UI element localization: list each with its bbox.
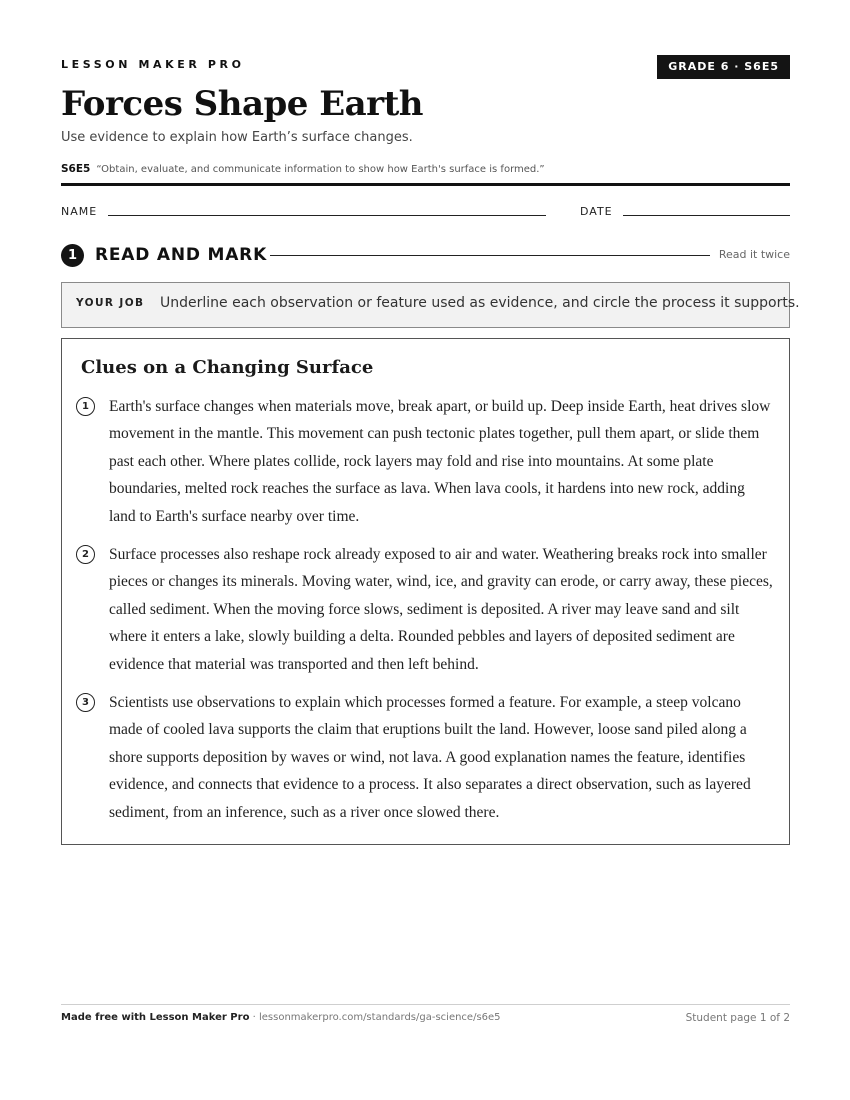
worksheet-page xyxy=(61,0,800,1100)
paragraph-number-badge: 2 xyxy=(76,545,95,564)
date-label: DATE xyxy=(580,205,613,218)
section-number-badge: 1 xyxy=(61,244,84,267)
paragraph-text: Earth's surface changes when materials move, break apart, or build up. Deep inside Earth, heat drives slow movement in the mantle. This movement can push tectonic plates together, pull them apart, or slide them past each other. Where plates collide, rock layers may fold and rise into mountains. At some plate boundaries, melted rock reaches the surface as lava. When lava cools, it hardens into new rock, adding land to Earth's surface nearby over time. xyxy=(109,398,771,525)
name-field[interactable] xyxy=(108,215,546,216)
name-label: NAME xyxy=(61,205,98,218)
standard-code: S6E5 xyxy=(61,163,91,175)
footer-credit xyxy=(61,1012,501,1023)
section-title: READ AND MARK xyxy=(95,245,268,265)
paragraph-number-badge: 3 xyxy=(76,693,95,712)
page-title: Forces Shape Earth xyxy=(61,84,424,124)
brand-name: LESSON MAKER PRO xyxy=(61,58,245,71)
passage-box xyxy=(61,338,790,845)
standard-text: “Obtain, evaluate, and communicate information to show how Earth's surface is formed.” xyxy=(96,164,545,175)
job-label: YOUR JOB xyxy=(76,297,145,309)
date-field[interactable] xyxy=(623,215,790,216)
header-divider xyxy=(61,183,790,186)
passage-title: Clues on a Changing Surface xyxy=(81,357,374,378)
footer-made-with: Made free with Lesson Maker Pro xyxy=(61,1012,250,1023)
footer-divider xyxy=(61,1004,790,1005)
job-instructions: Underline each observation or feature used as evidence, and circle the process it supports. xyxy=(160,295,800,311)
paragraph-text: Surface processes also reshape rock already exposed to air and water. Weathering breaks rock into smaller pieces or changes its minerals. Moving water, wind, ice, and gravity can erode, or carry away, these pieces, called sediment. When the moving force slows, sediment is deposited. A river may leave sand and silt where it enters a lake, slowly building a delta. Rounded pebbles and layers of deposited sediment are evidence that material was transported and then left behind. xyxy=(109,546,773,673)
footer-page-number: Student page 1 of 2 xyxy=(685,1012,790,1024)
footer-url: · lessonmakerpro.com/standards/ga-science/s6e5 xyxy=(249,1012,501,1023)
job-box xyxy=(61,282,800,328)
section-divider xyxy=(270,255,710,256)
section-note: Read it twice xyxy=(718,248,790,261)
section-header xyxy=(61,243,790,269)
paragraph-number-badge: 1 xyxy=(76,397,95,416)
grade-badge: GRADE 6 · S6E5 xyxy=(657,55,790,79)
paragraph-text: Scientists use observations to explain which processes formed a feature. For example, a steep volcano made of cooled lava supports the claim that eruptions built the land. However, loose sand piled along a shore supports deposition by waves or wind, not lava. A good explanation names the feature, identifies evidence, and connects that evidence to a process. It also separates a direct observation, such as layered sediment, from an inference, such as a river once slowed there. xyxy=(109,694,751,821)
page-subtitle: Use evidence to explain how Earth’s surface changes. xyxy=(61,130,413,145)
standard-line xyxy=(61,157,545,176)
